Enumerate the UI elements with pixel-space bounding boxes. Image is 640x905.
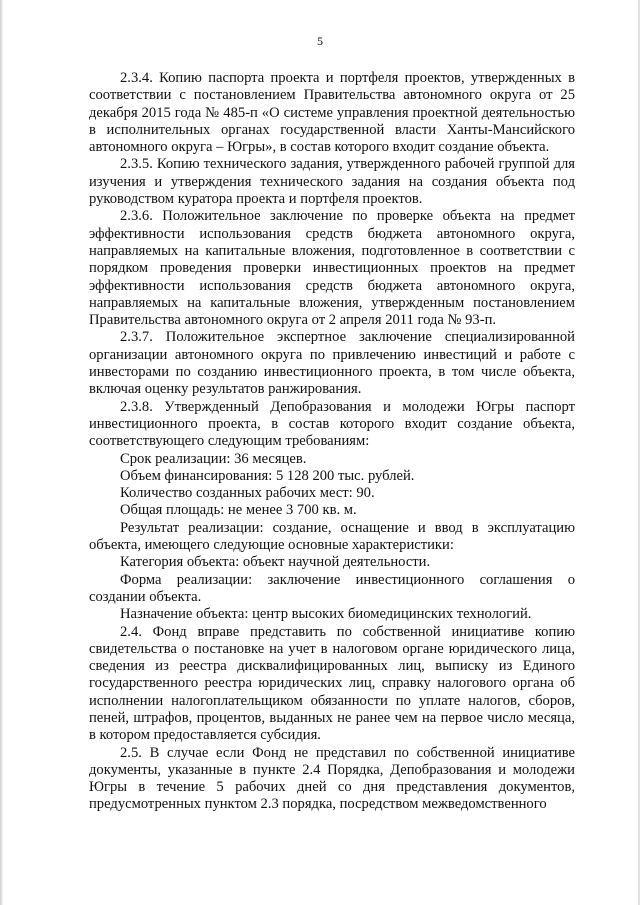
paragraph-2-3-5: 2.3.5. Копию технического задания, утвержденного рабочей группой для изучения и утверждения технического задания на создания объекта под руководством куратора проекта и портфеля проектов. — [89, 156, 575, 208]
paragraph-2-3-7: 2.3.7. Положительное экспертное заключение специализированной организации автономного округа по привлечению инвестиций и работе с инвесторами по созданию инвестиционного проекта, в том числе объекта, включая оценку результатов ранжирования. — [89, 329, 575, 398]
paragraph-2-3-8: 2.3.8. Утвержденный Депобразования и молодежи Югры паспорт инвестиционного проекта, в состав которого входит создание объекта, соответствующего следующим требованиям: — [89, 398, 575, 450]
paragraph-2-3-4: 2.3.4. Копию паспорта проекта и портфеля проектов, утвержденных в соответствии с постановлением Правительства автономного округа от 25 декабря 2015 года № 485-п «О системе управления проектной деятельностью в исполнительных органах государственной власти Ханты-Мансийского автономного округа – Югры», в состав которого входит создание объекта. — [89, 70, 575, 156]
document-body — [89, 70, 575, 814]
requirement-financing: Объем финансирования: 5 128 200 тыс. рублей. — [120, 467, 415, 484]
requirement-area: Общая площадь: не менее 3 700 кв. м. — [120, 502, 357, 519]
requirement-jobs: Количество созданных рабочих мест: 90. — [120, 485, 375, 502]
paragraph-2-4: 2.4. Фонд вправе представить по собственной инициативе копию свидетельства о постановке на учет в налоговом органе юридического лица, сведения из реестра дисквалифицированных лиц, выписку из Единого государственного реестра юридических лиц, справку налогового органа об исполнении налогоплательщиком обязанности по уплате налогов, сборов, пеней, штрафов, процентов, выданных не ранее чем на первое число месяца, в котором предоставляется субсидия. — [89, 623, 575, 744]
object-purpose: Назначение объекта: центр высоких биомедицинских технологий. — [120, 606, 532, 623]
object-category: Категория объекта: объект научной деятельности. — [120, 554, 431, 571]
scan-edge-left — [0, 0, 3, 905]
requirement-result: Результат реализации: создание, оснащение и ввод в эксплуатацию объекта, имеющего следующие основные характеристики: — [89, 519, 575, 554]
requirement-duration: Срок реализации: 36 месяцев. — [120, 450, 307, 467]
paragraph-2-3-6: 2.3.6. Положительное заключение по проверке объекта на предмет эффективности использования средств бюджета автономного округа, направляемых на капитальные вложения, подготовленное в соответствии с порядком проведения проверки инвестиционных проектов на предмет эффективности использования средств бюджета автономного округа, направляемых на капитальные вложения, утвержденным постановлением Правительства автономного округа от 2 апреля 2011 года № 93-п. — [89, 208, 575, 329]
page-number: 5 — [317, 34, 323, 48]
implementation-form: Форма реализации: заключение инвестиционного соглашения о создании объекта. — [89, 571, 575, 605]
paragraph-2-5: 2.5. В случае если Фонд не представил по собственной инициативе документы, указанные в пункте 2.4 Порядка, Депобразования и молодежи Югры в течение 5 рабочих дней со дня представления документов, предусмотренных пунктом 2.3 порядка, посредством межведомственного — [89, 744, 575, 813]
